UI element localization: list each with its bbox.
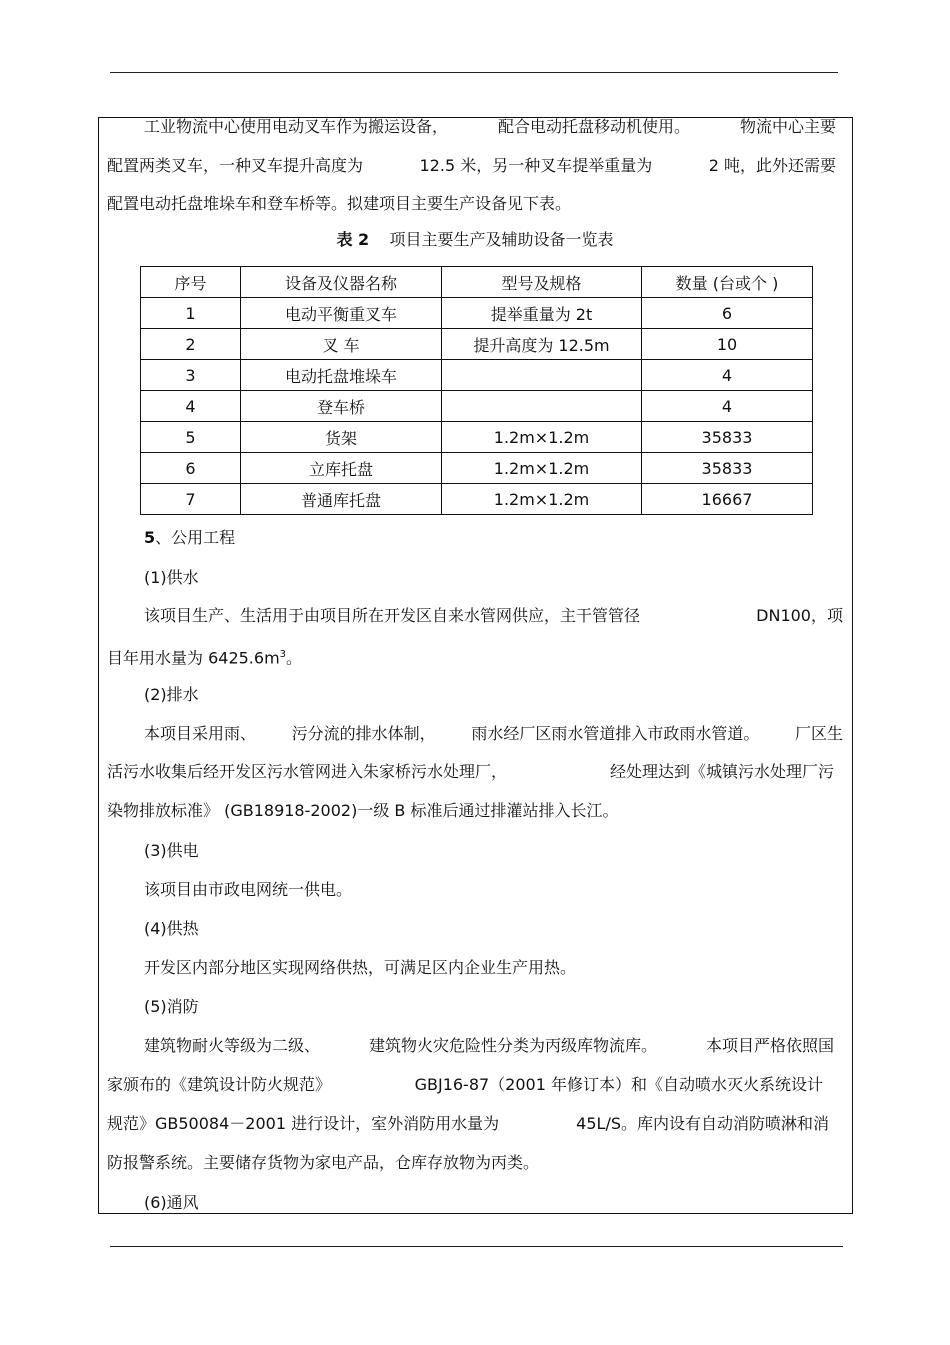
paragraph-text: 本项目采用雨、 [144,724,257,743]
drainage-line-2 [107,762,834,782]
table-cell: 4 [642,360,813,391]
table-cell: 6 [141,453,241,484]
table-cell: 4 [141,391,241,422]
table-cell: 1 [141,298,241,329]
subsection-heading-water-supply: (1)供水 [144,568,199,587]
table-cell: 普通库托盘 [241,484,442,515]
paragraph-text: GBJ16-87（2001 年修订本）和《自动喷水灭火系统设计 [414,1075,823,1094]
header-rule [110,72,838,73]
column-header: 型号及规格 [442,267,642,298]
table-cell: 叉 车 [241,329,442,360]
fire-line-1 [144,1036,834,1056]
table-row [141,391,813,422]
table-cell: 电动平衡重叉车 [241,298,442,329]
heating-text: 开发区内部分地区实现网络供热，可满足区内企业生产用热。 [144,958,577,977]
paragraph-text: 厂区生 [794,724,843,743]
table-cell [442,360,642,391]
table-cell: 立库托盘 [241,453,442,484]
fire-line-4: 防报警系统。主要储存货物为家电产品，仓库存放物为丙类。 [107,1153,540,1172]
paragraph-text: 45L/S。库内设有自动消防喷淋和消 [576,1114,829,1133]
section-heading [144,528,235,548]
water-supply-line-2 [107,645,302,668]
table-cell: 2 [141,329,241,360]
table-row [141,298,813,329]
table-row [141,422,813,453]
intro-line-1 [144,117,836,137]
intro-text: 2 吨，此外还需要 [708,156,836,175]
section-number: 5 [144,528,156,547]
table-row [141,329,813,360]
table-cell: 4 [642,391,813,422]
table-cell: 货架 [241,422,442,453]
paragraph-text: 建筑物火灾危险性分类为丙级库物流库。 [368,1036,657,1055]
paragraph-text: 雨水经厂区雨水管道排入市政雨水管道。 [471,724,760,743]
paragraph-text: 该项目生产、生活用于由项目所在开发区自来水管网供应，主干管管径 [144,606,641,625]
footer-rule [110,1246,843,1247]
intro-line-2 [107,156,836,176]
table-row [141,484,813,515]
table-row [141,360,813,391]
table-cell: 登车桥 [241,391,442,422]
table-cell: 6 [642,298,813,329]
table-caption-title: 项目主要生产及辅助设备一览表 [389,230,614,249]
fire-line-3 [107,1114,829,1134]
water-supply-line-1 [144,606,843,626]
table-cell: 3 [141,360,241,391]
intro-text: 物流中心主要 [739,117,836,136]
table-row [141,453,813,484]
paragraph-text: 本项目严格依照国 [705,1036,834,1055]
paragraph-text: 污分流的排水体制， [291,724,436,743]
intro-text: 配合电动托盘移动机使用。 [497,117,690,136]
paragraph-text: 规范》GB50084－2001 进行设计，室外消防用水量为 [107,1114,500,1133]
table-cell: 1.2m×1.2m [442,422,642,453]
drainage-line-1 [144,724,843,744]
table-cell: 提举重量为 2t [442,298,642,329]
subsection-heading-power: (3)供电 [144,841,199,860]
subsection-heading-ventilation: (6)通风 [144,1193,199,1212]
column-header: 设备及仪器名称 [241,267,442,298]
subsection-heading-heating: (4)供热 [144,919,199,938]
paragraph-text: 。 [286,648,303,668]
subsection-heading-fire: (5)消防 [144,997,199,1016]
power-text: 该项目由市政电网统一供电。 [144,880,353,899]
intro-line-3: 配置电动托盘堆垛车和登车桥等。拟建项目主要生产设备见下表。 [107,194,572,213]
section-title: 、公用工程 [155,528,236,547]
table-cell: 35833 [642,453,813,484]
table-cell: 16667 [642,484,813,515]
paragraph-text: 目年用水量为 6425.6m [107,648,280,668]
paragraph-text: 活污水收集后经开发区污水管网进入朱家桥污水处理厂， [107,762,508,781]
paragraph-text: 建筑物耐火等级为二级、 [144,1036,321,1055]
paragraph-text: DN100，项 [756,606,843,625]
paragraph-text: 家颁布的《建筑设计防火规范》 [107,1075,332,1094]
column-header: 序号 [141,267,241,298]
fire-line-2 [107,1075,823,1095]
table-cell: 电动托盘堆垛车 [241,360,442,391]
table-caption [0,230,950,250]
table-cell: 7 [141,484,241,515]
table-cell: 提升高度为 12.5m [442,329,642,360]
table-cell [442,391,642,422]
table-caption-label: 表 2 [336,230,370,249]
table-cell: 1.2m×1.2m [442,453,642,484]
intro-text: 配置两类叉车，一种叉车提升高度为 [107,156,364,175]
intro-text: 工业物流中心使用电动叉车作为搬运设备， [144,117,449,136]
equipment-table [140,266,813,515]
paragraph-text: 经处理达到《城镇污水处理厂污 [609,762,834,781]
table-cell: 10 [642,329,813,360]
superscript: 3 [279,649,287,660]
column-header: 数量 (台或个 ) [642,267,813,298]
intro-text: 12.5 米，另一种叉车提举重量为 [419,156,653,175]
table-cell: 1.2m×1.2m [442,484,642,515]
table-header-row [141,267,813,298]
table-cell: 5 [141,422,241,453]
drainage-line-3: 染物排放标准》 (GB18918-2002)一级 B 标准后通过排灌站排入长江。 [107,801,619,820]
subsection-heading-drainage: (2)排水 [144,685,199,704]
table-cell: 35833 [642,422,813,453]
